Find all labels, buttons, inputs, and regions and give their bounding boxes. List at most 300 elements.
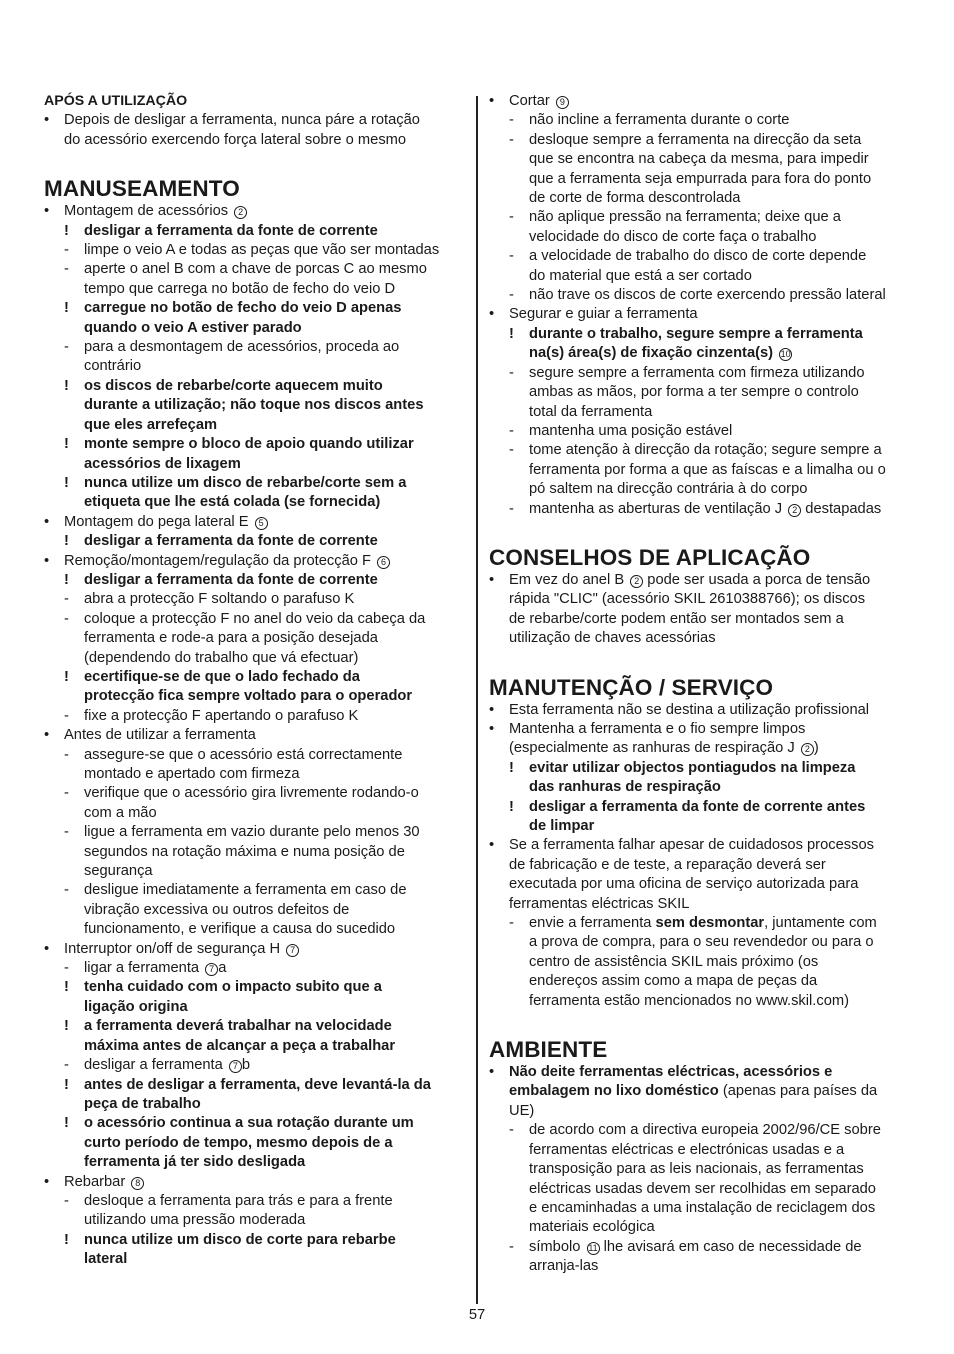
text-run: Interruptor on/off de segurança H <box>64 940 285 957</box>
dash-item <box>489 1121 914 1140</box>
bullet-marker: • <box>44 552 50 569</box>
dash-marker: - <box>509 422 514 439</box>
warning-continuation <box>44 1037 464 1056</box>
bullet-item <box>489 305 914 324</box>
warning-item <box>44 668 464 687</box>
text-run: CONSELHOS DE APLICAÇÃO <box>489 544 811 570</box>
text-run: utilizando uma pressão moderada <box>84 1212 306 1229</box>
text-run: lhe avisará em caso de necessidade de <box>599 1238 862 1255</box>
text-run: nunca utilize um disco de corte para rebarbe <box>84 1231 396 1248</box>
text-run: com a mão <box>84 804 157 821</box>
dash-item <box>44 1192 464 1211</box>
text-run: assegure-se que o acessório está correctamente <box>84 746 403 763</box>
figure-ref-icon: 11 <box>588 1242 598 1253</box>
text-run: Mantenha a ferramenta e o fio sempre limpos <box>509 720 806 737</box>
dash-marker: - <box>509 287 514 304</box>
dash-continuation <box>489 972 914 991</box>
text-run: ferramenta já ter sido desligada <box>84 1154 306 1171</box>
dash-item <box>44 881 464 900</box>
dash-marker: - <box>64 882 69 899</box>
bullet-item <box>489 701 914 720</box>
text-run: acessórios de lixagem <box>84 455 241 472</box>
left-column <box>44 92 464 1270</box>
bold-text: sem desmontar <box>655 915 765 932</box>
text-run: contrário <box>84 358 142 375</box>
dash-continuation <box>44 765 464 784</box>
text-run: coloque a protecção F no anel do veio da cabeça da <box>84 610 426 627</box>
text-run: Montagem de acessórios <box>64 203 233 220</box>
text-run: eléctricas usadas devem ser recolhidas em separado <box>529 1180 876 1197</box>
warning-marker: ! <box>64 979 69 996</box>
section-spacer <box>489 1011 914 1037</box>
dash-item <box>44 338 464 357</box>
figure-ref-icon: 5 <box>255 517 268 530</box>
text-run: centro de assistência SKIL mais próximo (os <box>529 953 819 970</box>
text-run: Antes de utilizar a ferramenta <box>64 727 256 744</box>
text-run: não incline a ferramenta durante o corte <box>529 112 790 129</box>
warning-item <box>489 759 914 778</box>
text-run: abra a protecção F soltando o parafuso K <box>84 591 355 608</box>
warning-item <box>489 798 914 817</box>
warning-continuation <box>44 493 464 512</box>
dash-item <box>44 784 464 803</box>
text-run: materiais ecológica <box>529 1219 655 1236</box>
text-run: a ferramenta deverá trabalhar na velocidade <box>84 1018 392 1035</box>
text-run: MANUSEAMENTO <box>44 176 240 202</box>
bullet-marker: • <box>44 940 50 957</box>
text-run: AMBIENTE <box>489 1037 608 1063</box>
dash-item <box>44 610 464 629</box>
bullet-continuation <box>489 856 914 875</box>
dash-marker: - <box>509 1238 514 1255</box>
dash-continuation <box>489 953 914 972</box>
text-run: de limpar <box>529 818 595 834</box>
bullet-marker: • <box>489 837 495 854</box>
text-run: desloque a ferramenta para trás e para a frente <box>84 1192 393 1209</box>
figure-ref-icon: 6 <box>377 556 390 569</box>
text-run: desligar a ferramenta da fonte de corrente <box>84 533 378 550</box>
dash-item <box>44 707 464 726</box>
text-run: antes de desligar a ferramenta, deve levantá-la da <box>84 1076 431 1093</box>
warning-item <box>44 1017 464 1036</box>
text-run: APÓS A UTILIZAÇÃO <box>44 93 188 109</box>
dash-item <box>44 260 464 279</box>
text-run: , juntamente com <box>764 915 877 932</box>
text-run: a velocidade de trabalho do disco de corte depende <box>529 248 867 265</box>
text-run: ligue a ferramenta em vazio durante pelo menos 30 <box>84 824 420 841</box>
dash-marker: - <box>509 248 514 265</box>
warning-item <box>44 474 464 493</box>
text-run: máxima antes de alcançar a peça a trabalhar <box>84 1037 396 1054</box>
bullet-marker: • <box>489 1064 495 1081</box>
bullet-marker: • <box>44 112 50 129</box>
warning-continuation <box>44 1250 464 1269</box>
column-divider <box>476 96 478 1304</box>
figure-ref-icon: 2 <box>788 504 801 517</box>
bullet-continuation <box>489 739 914 758</box>
text-run: ferramenta por forma a que as faíscas e a limalha ou o <box>529 461 886 478</box>
dash-continuation <box>44 1211 464 1230</box>
warning-marker: ! <box>64 377 69 394</box>
text-run: velocidade do disco de corte faça o trabalho <box>529 228 817 245</box>
text-run: quando o veio A estiver parado <box>84 319 302 336</box>
dash-continuation <box>489 1180 914 1199</box>
text-run: montado e apertado com firmeza <box>84 766 300 782</box>
dash-continuation <box>489 228 914 247</box>
text-run: envie a ferramenta <box>529 915 656 932</box>
dash-item <box>489 1238 914 1257</box>
text-run: MANUTENÇÃO / SERVIÇO <box>489 674 774 700</box>
warning-continuation <box>44 396 464 415</box>
bullet-item <box>489 92 914 111</box>
warning-item <box>44 1231 464 1250</box>
dash-item <box>489 208 914 227</box>
section-heading <box>44 176 464 202</box>
dash-item <box>489 500 914 519</box>
section-spacer <box>489 649 914 675</box>
warning-marker: ! <box>64 474 69 491</box>
bullet-item <box>44 940 464 959</box>
section-spacer <box>44 150 464 176</box>
text-run: utilização de chaves acessórias <box>509 630 716 647</box>
bullet-marker: • <box>44 513 50 530</box>
figure-ref-icon: 9 <box>556 96 569 109</box>
section-heading <box>489 545 914 571</box>
text-run: aperte o anel B com a chave de porcas C ao mesmo <box>84 261 427 278</box>
dash-continuation <box>44 280 464 299</box>
text-run: total da ferramenta <box>529 403 653 420</box>
figure-ref-icon: 7 <box>229 1060 242 1073</box>
warning-item <box>489 325 914 344</box>
dash-continuation <box>489 403 914 422</box>
bullet-continuation <box>489 610 914 629</box>
dash-continuation <box>44 804 464 823</box>
bullet-item <box>44 1173 464 1192</box>
bullet-marker: • <box>44 727 50 744</box>
dash-marker: - <box>509 915 514 932</box>
text-run: verifique que o acessório gira livremente rodando-o <box>84 785 419 802</box>
text-run: Esta ferramenta não se destina a utilização profissional <box>509 701 870 718</box>
text-run: a <box>218 960 227 977</box>
dash-continuation <box>489 189 914 208</box>
text-run: destapadas <box>801 500 882 517</box>
text-run: Em vez do anel B <box>509 571 629 588</box>
bullet-item <box>489 571 914 590</box>
text-run: o acessório continua a sua rotação durante um <box>84 1115 414 1132</box>
dash-item <box>489 286 914 305</box>
figure-ref-icon: 2 <box>630 575 643 588</box>
text-run: b <box>241 1057 251 1074</box>
bullet-marker: • <box>489 701 495 718</box>
dash-continuation <box>489 461 914 480</box>
text-run: fixe a protecção F apertando o parafuso K <box>84 707 359 724</box>
text-run: a prova de compra, para o seu revendedor ou para o <box>529 934 874 951</box>
figure-ref-icon: 7 <box>286 944 299 957</box>
dash-marker: - <box>509 209 514 226</box>
text-run: arranja-las <box>529 1258 599 1275</box>
section-spacer <box>489 519 914 545</box>
dash-item <box>489 441 914 460</box>
text-run: ligação origina <box>84 998 188 1015</box>
bullet-continuation <box>489 629 914 648</box>
dash-marker: - <box>64 824 69 841</box>
figure-ref-icon: 8 <box>131 1177 144 1190</box>
dash-continuation <box>489 1160 914 1179</box>
text-run: tome atenção à direcção da rotação; segure sempre a <box>529 442 882 459</box>
dash-marker: - <box>64 746 69 763</box>
dash-item <box>44 959 464 978</box>
warning-marker: ! <box>64 1115 69 1132</box>
text-run: pó saltem na direcção contrária à do corpo <box>529 481 808 498</box>
text-run: de acordo com a directiva europeia 2002/96/CE sobre <box>529 1122 881 1139</box>
dash-continuation <box>44 862 464 881</box>
figure-ref-icon: 7 <box>205 963 218 976</box>
text-run: ferramenta e rode-a para a posição desejada <box>84 630 378 647</box>
bullet-marker: • <box>489 571 495 588</box>
dash-item <box>489 364 914 383</box>
text-run: ambas as mãos, por forma a ter sempre o controlo <box>529 384 859 401</box>
text-run: desligar a ferramenta da fonte de corrente <box>84 571 378 588</box>
text-run: UE) <box>509 1102 535 1119</box>
dash-marker: - <box>509 1122 514 1139</box>
text-run: executada por uma oficina de serviço autorizada para <box>509 876 859 893</box>
warning-marker: ! <box>64 300 69 317</box>
text-run: segundos na rotação máxima e numa posição de <box>84 843 405 860</box>
text-run: de fabricação e de teste, a reparação deverá ser <box>509 856 826 873</box>
text-run: funcionamento, e verifique a causa do sucedido <box>84 921 396 938</box>
dash-marker: - <box>509 131 514 148</box>
warning-continuation <box>44 1153 464 1172</box>
bullet-continuation <box>489 895 914 914</box>
text-run: lateral <box>84 1251 128 1268</box>
bullet-marker: • <box>44 203 50 220</box>
warning-continuation <box>489 344 914 363</box>
warning-continuation <box>44 416 464 435</box>
text-run: (dependendo do trabalho que vá efectuar) <box>84 649 359 666</box>
warning-item <box>44 978 464 997</box>
warning-continuation <box>44 687 464 706</box>
text-run: transposição para as leis nacionais, as ferramentas <box>529 1161 864 1178</box>
warning-marker: ! <box>64 1076 69 1093</box>
text-run: que a ferramenta seja empurrada para fora do ponto <box>529 170 872 187</box>
dash-continuation <box>489 1199 914 1218</box>
dash-continuation <box>489 480 914 499</box>
bullet-item <box>489 720 914 739</box>
warning-marker: ! <box>509 325 514 342</box>
text-run: desligar a ferramenta da fonte de corrente <box>84 222 378 239</box>
warning-item <box>44 299 464 318</box>
text-run: não aplique pressão na ferramenta; deixe que a <box>529 209 841 226</box>
dash-item <box>489 111 914 130</box>
warning-marker: ! <box>509 798 514 815</box>
dash-continuation <box>489 992 914 1011</box>
dash-continuation <box>489 933 914 952</box>
text-run: durante a utilização; não toque nos discos antes <box>84 397 424 414</box>
dash-item <box>44 1056 464 1075</box>
text-run: Rebarbar <box>64 1173 130 1190</box>
dash-item <box>44 746 464 765</box>
dash-marker: - <box>64 960 69 977</box>
warning-continuation <box>44 998 464 1017</box>
text-run: ) <box>813 740 819 757</box>
text-run: limpe o veio A e todas as peças que vão ser montadas <box>84 242 440 259</box>
warning-continuation <box>489 817 914 836</box>
text-run: Cortar <box>509 93 554 109</box>
dash-continuation <box>44 920 464 939</box>
text-run: ligar a ferramenta <box>84 960 204 977</box>
dash-marker: - <box>509 112 514 129</box>
figure-ref-icon: 2 <box>234 206 247 219</box>
dash-marker: - <box>64 261 69 278</box>
dash-continuation <box>489 1141 914 1160</box>
text-run: desligar a ferramenta <box>84 1057 227 1074</box>
dash-marker: - <box>64 785 69 802</box>
dash-marker: - <box>64 610 69 627</box>
warning-item <box>44 571 464 590</box>
warning-item <box>44 532 464 551</box>
text-run: segurança <box>84 863 153 880</box>
figure-ref-icon: 2 <box>801 743 814 756</box>
text-run: nunca utilize um disco de rebarbe/corte sem a <box>84 474 407 491</box>
warning-marker: ! <box>64 668 69 685</box>
text-run: evitar utilizar objectos pontiagudos na limpeza <box>529 759 856 776</box>
text-run: tenha cuidado com o impacto subito que a <box>84 979 382 996</box>
warning-marker: ! <box>64 222 69 239</box>
dash-continuation <box>489 383 914 402</box>
bullet-marker: • <box>489 720 495 737</box>
warning-continuation <box>44 455 464 474</box>
bullet-continuation <box>489 590 914 609</box>
dash-item <box>489 914 914 933</box>
text-run: protecção fica sempre voltado para o operador <box>84 688 413 705</box>
dash-marker: - <box>64 707 69 724</box>
text-run: mantenha uma posição estável <box>529 422 733 439</box>
warning-marker: ! <box>64 1018 69 1035</box>
text-run: que eles arrefeçam <box>84 416 218 433</box>
dash-item <box>489 131 914 150</box>
text-run: na(s) área(s) de fixação cinzenta(s) <box>529 345 778 362</box>
text-run: durante o trabalho, segure sempre a ferramenta <box>529 325 863 342</box>
dash-marker: - <box>64 591 69 608</box>
dash-continuation <box>44 843 464 862</box>
right-column <box>489 92 914 1277</box>
warning-marker: ! <box>64 1231 69 1248</box>
dash-marker: - <box>509 500 514 517</box>
subheading <box>44 92 464 111</box>
text-run: Depois de desligar a ferramenta, nunca páre a rotação <box>64 112 420 129</box>
text-run: de corte de forma descontrolada <box>529 190 741 207</box>
text-run: para a desmontagem de acessórios, proceda ao <box>84 339 400 356</box>
dash-marker: - <box>64 242 69 259</box>
text-run: Remoção/montagem/regulação da protecção F <box>64 552 376 569</box>
bullet-marker: • <box>44 1173 50 1190</box>
text-run: desligue imediatamente a ferramenta em caso de <box>84 882 407 899</box>
bullet-continuation <box>489 1102 914 1121</box>
text-run: do material que está a ser cortado <box>529 267 752 284</box>
bullet-item <box>44 513 464 532</box>
text-run: os discos de rebarbe/corte aquecem muito <box>84 377 383 394</box>
dash-continuation <box>44 649 464 668</box>
figure-ref-icon: 10 <box>780 349 791 360</box>
section-heading <box>489 1037 914 1063</box>
text-run: segure sempre a ferramenta com firmeza utilizando <box>529 364 865 381</box>
text-run: curto período de tempo, mesmo depois de a <box>84 1134 393 1151</box>
warning-continuation <box>44 319 464 338</box>
page-number: 57 <box>468 1307 486 1323</box>
dash-continuation <box>489 267 914 286</box>
dash-item <box>489 422 914 441</box>
warning-continuation <box>489 778 914 797</box>
text-run: Montagem do pega lateral E <box>64 513 253 530</box>
text-run: peça de trabalho <box>84 1095 201 1112</box>
text-run: Segurar e guiar a ferramenta <box>509 306 698 323</box>
dash-marker: - <box>64 1192 69 1209</box>
dash-marker: - <box>64 339 69 356</box>
text-run: não trave os discos de corte exercendo pressão lateral <box>529 287 886 304</box>
text-run: endereços assim como a mapa de peças da <box>529 973 818 990</box>
text-run: ferramentas eléctricas SKIL <box>509 895 690 912</box>
text-run: e encaminhadas a uma instalação de reciclagem dos <box>529 1199 876 1216</box>
bullet-continuation <box>489 1082 914 1101</box>
text-run: rápida "CLIC" (acessório SKIL 2610388766); os discos <box>509 591 866 608</box>
dash-continuation <box>489 1257 914 1276</box>
text-run: das ranhuras de respiração <box>529 779 721 796</box>
bullet-continuation <box>44 131 464 150</box>
dash-continuation <box>44 901 464 920</box>
bullet-item <box>44 726 464 745</box>
text-run: tempo que carrega no botão de fecho do veio D <box>84 280 396 297</box>
text-run: carregue no botão de fecho do veio D apenas <box>84 300 402 317</box>
warning-continuation <box>44 1134 464 1153</box>
text-run: monte sempre o bloco de apoio quando utilizar <box>84 436 414 453</box>
warning-marker: ! <box>509 759 514 776</box>
dash-continuation <box>44 357 464 376</box>
text-run: vibração excessiva ou outros defeitos de <box>84 901 350 918</box>
warning-continuation <box>44 1095 464 1114</box>
text-run: (especialmente as ranhuras de respiração J <box>509 740 799 757</box>
text-run: de rebarbe/corte podem então ser montados sem a <box>509 610 844 627</box>
warning-marker: ! <box>64 436 69 453</box>
text-run: desligar a ferramenta da fonte de corrente antes <box>529 798 866 815</box>
bullet-item <box>44 202 464 221</box>
text-run: mantenha as aberturas de ventilação J <box>529 500 787 517</box>
text-run: ferramenta estão mencionados no www.skil.com) <box>529 992 849 1009</box>
text-run: ecertifique-se de que o lado fechado da <box>84 668 360 685</box>
bullet-marker: • <box>489 93 495 109</box>
text-run: Se a ferramenta falhar apesar de cuidadosos processos <box>509 837 874 854</box>
dash-item <box>44 241 464 260</box>
text-run: pode ser usada a porca de tensão <box>643 571 871 588</box>
dash-marker: - <box>509 442 514 459</box>
text-run: do acessório exercendo força lateral sobre o mesmo <box>64 131 407 148</box>
warning-item <box>44 1076 464 1095</box>
section-heading <box>489 675 914 701</box>
dash-continuation <box>489 150 914 169</box>
dash-marker: - <box>64 1057 69 1074</box>
warning-item <box>44 377 464 396</box>
dash-item <box>489 247 914 266</box>
text-run: (apenas para países da <box>718 1083 878 1100</box>
text-run: símbolo <box>529 1238 585 1255</box>
bullet-item <box>44 552 464 571</box>
bullet-item <box>489 1063 914 1082</box>
warning-item <box>44 222 464 241</box>
bold-text: embalagem no lixo doméstico <box>509 1083 719 1100</box>
text-run: desloque sempre a ferramenta na direcção da seta <box>529 131 862 148</box>
text-run: etiqueta que lhe está colada (se fornecida) <box>84 494 381 511</box>
bullet-marker: • <box>489 306 495 323</box>
dash-item <box>44 590 464 609</box>
